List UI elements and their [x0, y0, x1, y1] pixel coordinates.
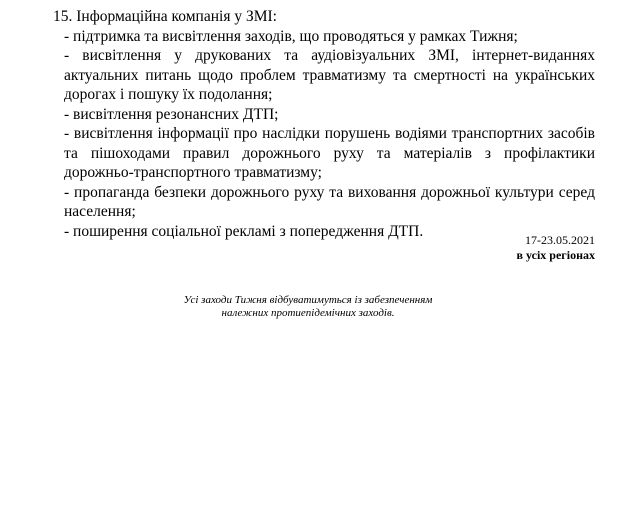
- list-item: - підтримка та висвітлення заходів, що проводяться у рамках Тижня;: [64, 27, 518, 45]
- note-line: належних протиепідемічних заходів.: [221, 307, 395, 319]
- list-item: - висвітлення у друкованих та аудіовізуальних ЗМІ, інтернет-виданнях актуальних питань щодо проблем травматизму та смертності на українських дорогах і пошуку їх подолання;: [64, 47, 595, 103]
- epidemic-note: [150, 294, 466, 320]
- measures-list: [64, 27, 595, 242]
- schedule-block: [517, 233, 595, 262]
- list-item: - висвітлення інформації про наслідки порушень водіями транспортних засобів та пішоходами правил дорожнього руху та матеріалів з профілактики дорожньо-транспортного травматизму;: [64, 125, 595, 181]
- list-item: - висвітлення резонансних ДТП;: [64, 105, 279, 123]
- event-dates: 17-23.05.2021: [525, 233, 595, 247]
- event-regions: в усіх регіонах: [516, 247, 595, 262]
- section-title: 15. Інформаційна компанія у ЗМІ:: [53, 8, 277, 25]
- list-item: - поширення соціальної рекламі з попередження ДТП.: [64, 222, 424, 240]
- note-line: Усі заходи Тижня відбуватимуться із забезпеченням: [183, 294, 433, 306]
- list-item: - пропаганда безпеки дорожнього руху та виховання дорожньої культури серед населення;: [64, 183, 595, 220]
